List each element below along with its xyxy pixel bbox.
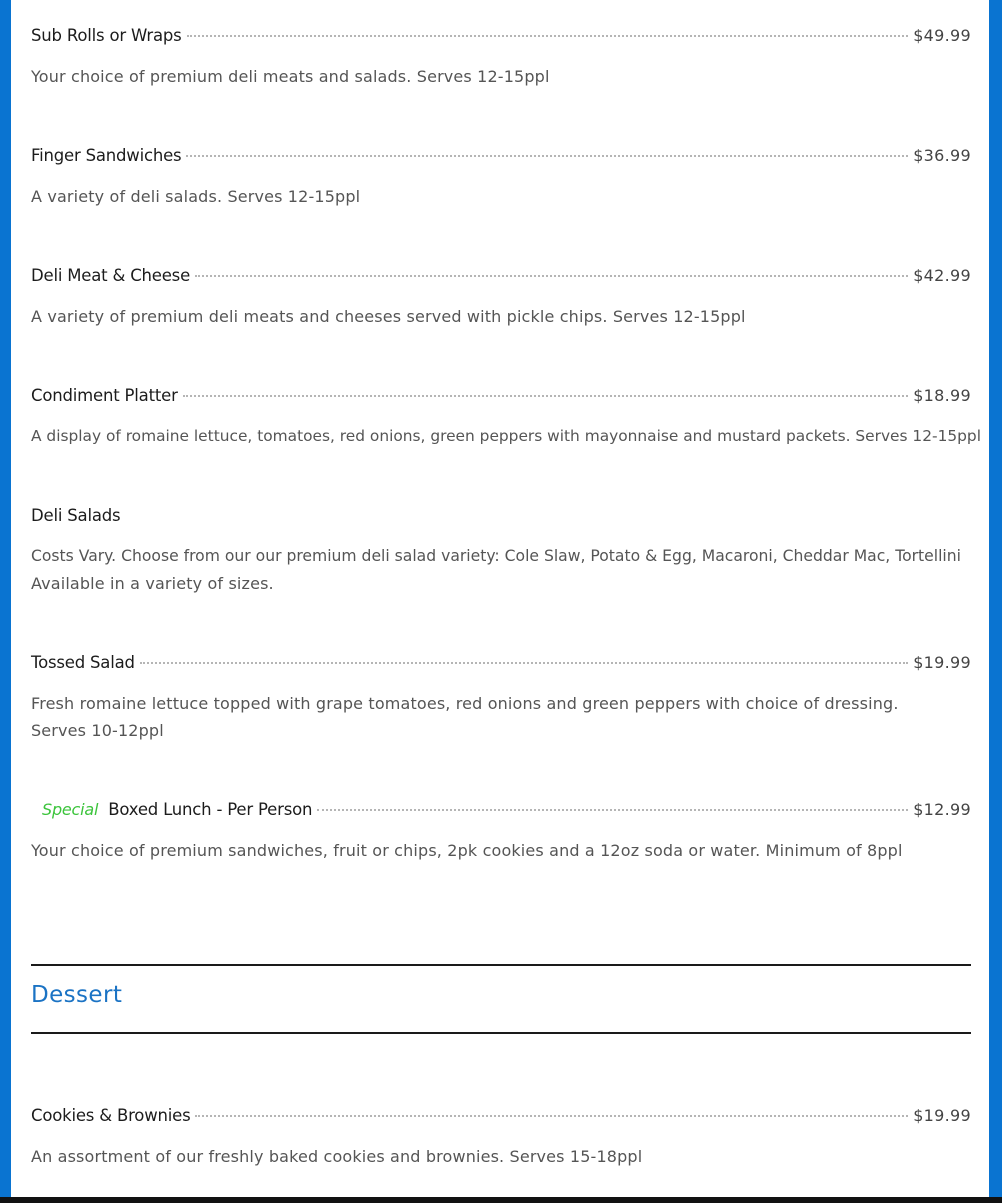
menu-item-boxed-lunch xyxy=(31,798,971,864)
item-price: $42.99 xyxy=(913,266,971,285)
item-description: An assortment of our freshly baked cookies and brownies. Serves 15-18ppl xyxy=(31,1147,643,1166)
dotted-leader xyxy=(317,809,908,811)
item-description: Your choice of premium sandwiches, fruit or chips, 2pk cookies and a 12oz soda or water. Minimum of 8ppl xyxy=(31,841,903,860)
item-name: Condiment Platter xyxy=(31,386,178,405)
item-name: Deli Salads xyxy=(31,506,121,525)
item-name: Finger Sandwiches xyxy=(31,146,182,165)
item-description: A variety of deli salads. Serves 12-15ppl xyxy=(31,187,361,206)
item-description: A variety of premium deli meats and cheeses served with pickle chips. Serves 12-15ppl xyxy=(31,307,746,326)
item-price: $19.99 xyxy=(913,653,971,672)
item-description xyxy=(31,543,971,597)
menu-item-tossed-salad xyxy=(31,651,971,744)
dotted-leader xyxy=(186,155,908,157)
item-name: Sub Rolls or Wraps xyxy=(31,26,182,45)
item-price: $19.99 xyxy=(913,1106,971,1125)
bottom-bar xyxy=(0,1197,1002,1203)
menu-item-finger-sandwiches xyxy=(31,144,971,210)
item-name: Cookies & Brownies xyxy=(31,1106,191,1125)
menu-item-sub-rolls xyxy=(31,24,971,90)
item-price: $36.99 xyxy=(913,146,971,165)
menu-item-condiment-platter xyxy=(31,384,981,450)
item-description: Fresh romaine lettuce topped with grape tomatoes, red onions and green peppers with choice of dressing. Serves 10-12ppl xyxy=(31,694,899,740)
item-name: Boxed Lunch - Per Person xyxy=(108,800,313,819)
item-price: $18.99 xyxy=(913,386,971,405)
menu-item-deli-salads xyxy=(31,504,971,597)
dotted-leader xyxy=(195,1115,908,1117)
dotted-leader xyxy=(187,35,909,37)
dotted-leader xyxy=(140,662,908,664)
item-name: Deli Meat & Cheese xyxy=(31,266,191,285)
item-price: $49.99 xyxy=(913,26,971,45)
section-title-dessert: Dessert xyxy=(31,982,123,1008)
menu-item-cookies-brownies xyxy=(31,1104,971,1170)
dotted-leader xyxy=(195,275,908,277)
item-name: Tossed Salad xyxy=(31,653,135,672)
special-tag: Special xyxy=(42,800,99,819)
item-description: Your choice of premium deli meats and salads. Serves 12-15ppl xyxy=(31,67,550,86)
item-price: $12.99 xyxy=(913,800,971,819)
section-divider-bottom xyxy=(31,1032,971,1034)
item-description: A display of romaine lettuce, tomatoes, red onions, green peppers with mayonnaise and mustard packets. Serves 12-15ppl xyxy=(31,427,981,445)
menu-page xyxy=(11,0,989,1197)
section-divider-top xyxy=(31,964,971,966)
dotted-leader xyxy=(183,395,909,397)
item-description-line: Available in a variety of sizes. xyxy=(31,574,274,593)
menu-item-deli-meat-cheese xyxy=(31,264,971,330)
item-description-line: Costs Vary. Choose from our our premium deli salad variety: Cole Slaw, Potato & Egg, Macaroni, Cheddar Mac, Tortellini xyxy=(31,547,961,565)
